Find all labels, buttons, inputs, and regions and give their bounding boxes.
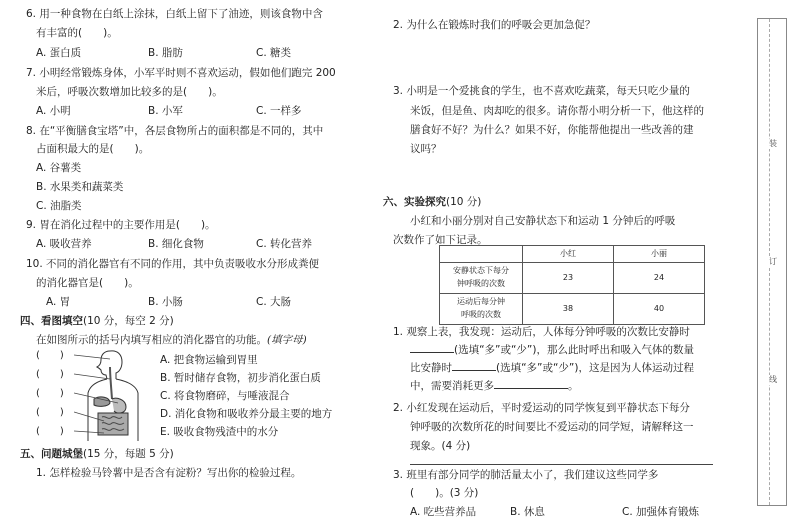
- section-6-q3-option-c[interactable]: C. 加强体育锻炼: [622, 506, 700, 518]
- table-row-rest-label-line2: 钟呼吸的次数: [457, 279, 505, 288]
- section-6-intro-line1: 小红和小丽分别对自己安静状态下和运动 1 分钟后的呼吸: [410, 215, 676, 227]
- function-a: A. 把食物运输到胃里: [160, 354, 258, 366]
- q7-text-line1: 7. 小明经常锻炼身体，小军平时则不喜欢运动，假如他们跑完 200: [26, 67, 336, 79]
- function-c: C. 将食物磨碎，与唾液混合: [160, 390, 290, 402]
- section-6-q1-line3: [410, 363, 694, 374]
- binding-char-xian: 线: [764, 375, 782, 385]
- table-cell-xiaoli-rest: 24: [614, 263, 705, 294]
- section-6-q2-line1: 2. 小红发现在运动后，平时爱运动的同学恢复到平静状态下每分: [393, 402, 690, 414]
- section-5-q1: 1. 怎样检验马铃薯中是否含有淀粉？写出你的检验过程。: [36, 467, 302, 479]
- digestive-system-illustration: [74, 345, 154, 441]
- section-6-q1-line4-end: 。: [568, 380, 579, 392]
- section-4-hint: (填字母): [267, 334, 307, 346]
- section-5-heading: [20, 449, 174, 460]
- q10-option-a[interactable]: A. 胃: [46, 296, 71, 308]
- answer-blank-2[interactable]: [452, 370, 496, 371]
- answer-blank-1[interactable]: [410, 352, 454, 353]
- answer-bracket-4[interactable]: ( ): [36, 407, 64, 418]
- section-6-intro-line2: 次数作了如下记录。: [393, 234, 488, 246]
- section-6-q1-line3-start: 比安静时: [410, 362, 452, 374]
- section-6-q1-line2-text: (选填“多”或“少”)，那么此时呼出和吸入气体的数量: [454, 344, 694, 356]
- answer-bracket-3[interactable]: ( ): [36, 388, 64, 399]
- q6-option-c[interactable]: C. 糖类: [256, 47, 292, 59]
- function-e: E. 吸收食物残渣中的水分: [160, 426, 279, 438]
- q6-text-line1: 6. 用一种食物在白纸上涂抹，白纸上留下了油迹，则该食物中含: [26, 8, 323, 20]
- answer-bracket-5[interactable]: ( ): [36, 426, 64, 437]
- answer-bracket-2[interactable]: ( ): [36, 369, 64, 380]
- binding-char-zhuang: 装: [764, 139, 782, 149]
- answer-bracket-1[interactable]: ( ): [36, 350, 64, 361]
- section-5-q3-line1: 3. 小明是一个爱挑食的学生，也不喜欢吃蔬菜，每天只吃少量的: [393, 85, 690, 97]
- q7-option-c[interactable]: C. 一样多: [256, 105, 302, 117]
- section-6-q2-line3: 现象。(4 分): [410, 440, 471, 452]
- table-row: [440, 263, 705, 294]
- section-5-q2: 2. 为什么在锻炼时我们的呼吸会更加急促？: [393, 19, 596, 31]
- function-d: D. 消化食物和吸收养分最主要的地方: [160, 408, 333, 420]
- q8-option-b[interactable]: B. 水果类和蔬菜类: [36, 181, 124, 193]
- section-6-q1-line4-text: 中，需要消耗更多: [410, 380, 494, 392]
- section-6-points: (10 分): [446, 196, 482, 208]
- table-header-empty: [440, 246, 523, 263]
- q9-option-a[interactable]: A. 吸收营养: [36, 238, 92, 250]
- q9-option-b[interactable]: B. 细化食物: [148, 238, 204, 250]
- q9-option-c[interactable]: C. 转化营养: [256, 238, 313, 250]
- table-row-exercise-label-line1: 运动后每分钟: [457, 297, 505, 307]
- q10-option-c[interactable]: C. 大肠: [256, 296, 292, 308]
- table-row-exercise-label: [440, 294, 523, 325]
- q8-text-line2: 占面积最大的是( )。: [36, 143, 150, 155]
- section-5-q3-line2: 米饭，但是鱼、肉却吃的很多。请你帮小明分析一下，他这样的: [410, 105, 704, 117]
- section-6-q3-option-b[interactable]: B. 休息: [510, 506, 545, 518]
- table-cell-xiaohong-rest: 23: [523, 263, 614, 294]
- binding-char-ding: 订: [764, 257, 782, 267]
- q8-option-c[interactable]: C. 油脂类: [36, 200, 82, 212]
- binding-margin: [757, 18, 787, 506]
- section-6-q1-line1: 1. 观察上表，我发现：运动后，人体每分钟呼吸的次数比安静时: [393, 326, 690, 338]
- table-cell-xiaohong-exercise: 38: [523, 294, 614, 325]
- section-6-q1-line3-end: (选填“多”或“少”)，这是因为人体运动过程: [496, 362, 694, 374]
- section-5-q3-line3: 膳食好不好？为什么？如果不好，你能帮他提出一些改善的建: [410, 124, 694, 136]
- section-4-points: (10 分，每空 2 分): [83, 315, 174, 327]
- table-header-xiaoli: 小丽: [614, 246, 705, 263]
- q9-text: 9. 胃在消化过程中的主要作用是( )。: [26, 219, 216, 231]
- q6-text-line2: 有丰富的( )。: [36, 27, 118, 39]
- section-6-heading: [383, 197, 481, 208]
- q8-text-line1: 8. 在“平衡膳食宝塔”中，各层食物所占的面积都是不同的，其中: [26, 125, 324, 137]
- q8-option-a[interactable]: A. 谷薯类: [36, 162, 82, 174]
- section-6-q3-line1: 3. 班里有部分同学的肺活量太小了，我们建议这些同学多: [393, 469, 659, 481]
- q10-option-b[interactable]: B. 小肠: [148, 296, 183, 308]
- q10-text-line1: 10. 不同的消化器官有不同的作用，其中负责吸收水分形成粪便: [26, 258, 320, 270]
- section-6-q1-line2: [410, 345, 694, 356]
- table-row-rest-label: [440, 263, 523, 294]
- answer-line[interactable]: [410, 464, 713, 465]
- section-4-heading: [20, 316, 174, 327]
- section-4-instruction: [36, 335, 307, 346]
- table-row-exercise-label-line2: 呼吸的次数: [461, 310, 501, 319]
- section-6-q3-line2: ( )。(3 分): [410, 487, 479, 499]
- table-row: [440, 294, 705, 325]
- q6-option-b[interactable]: B. 脂肪: [148, 47, 183, 59]
- table-header-xiaohong: 小红: [523, 246, 614, 263]
- section-4-instruction-text: 在如图所示的括号内填写相应的消化器官的功能。: [36, 334, 267, 346]
- section-5-q3-line4: 议吗？: [410, 143, 442, 155]
- q7-option-b[interactable]: B. 小军: [148, 105, 183, 117]
- section-4-title: 四、看图填空: [20, 315, 83, 327]
- q7-option-a[interactable]: A. 小明: [36, 105, 71, 117]
- q10-text-line2: 的消化器官是( )。: [36, 277, 139, 289]
- table-header-row: [440, 246, 705, 263]
- section-6-title: 六、实验探究: [383, 196, 446, 208]
- section-6-q3-option-a[interactable]: A. 吃些营养品: [410, 506, 477, 518]
- answer-blank-3[interactable]: [494, 388, 568, 389]
- table-cell-xiaoli-exercise: 40: [614, 294, 705, 325]
- section-6-q2-line2: 钟呼吸的次数所花的时间要比不爱运动的同学短，请解释这一: [410, 421, 694, 433]
- breathing-data-table: [439, 245, 705, 325]
- section-6-q1-line4: [410, 381, 579, 392]
- section-5-title: 五、问题城堡: [20, 448, 83, 460]
- q6-option-a[interactable]: A. 蛋白质: [36, 47, 82, 59]
- section-5-points: (15 分，每题 5 分): [83, 448, 174, 460]
- q7-text-line2: 米后，呼吸次数增加比较多的是( )。: [36, 86, 223, 98]
- table-row-rest-label-line1: 安静状态下每分: [453, 266, 509, 276]
- function-b: B. 暂时储存食物，初步消化蛋白质: [160, 372, 321, 384]
